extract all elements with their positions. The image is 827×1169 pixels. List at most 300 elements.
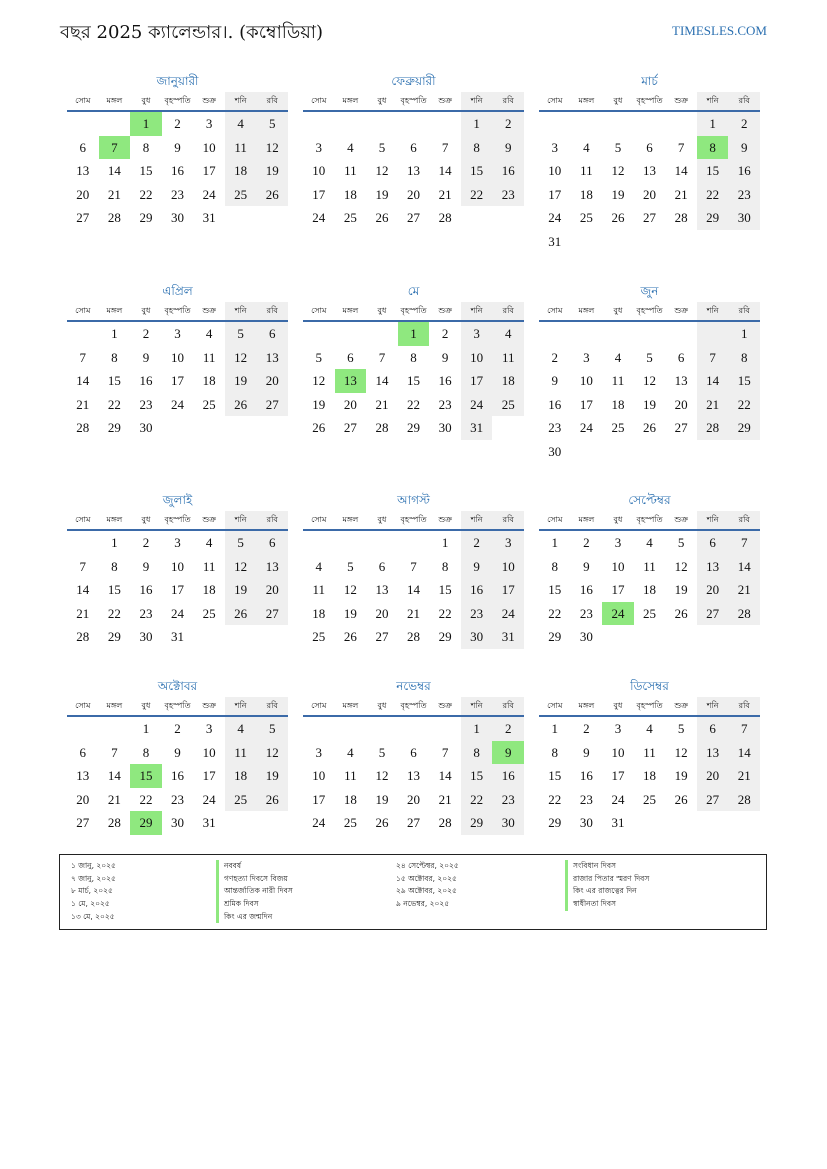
weekday-header (539, 92, 760, 112)
day-cell: 29 (697, 206, 729, 230)
day-cell: 5 (378, 744, 386, 760)
day-cell: 22 (407, 396, 421, 412)
day-cell: 14 (76, 582, 90, 597)
weekday-label: মঙ্গল (106, 515, 123, 524)
week-row (303, 531, 524, 555)
day-cell: 16 (728, 159, 760, 183)
empty-cell (303, 112, 335, 136)
day-cell: 25 (312, 629, 326, 644)
day-cell: 9 (728, 136, 760, 160)
empty-cell (634, 625, 666, 649)
day-cell: 22 (461, 788, 493, 812)
weekday-label: রবি (492, 302, 524, 320)
day-cell: 12 (225, 346, 257, 370)
day-cell: 26 (674, 791, 688, 807)
day-cell: 7 (441, 744, 449, 760)
day-cell: 11 (492, 346, 524, 370)
weekday-label: বৃহস্পতি (636, 515, 663, 524)
week-row (303, 741, 524, 765)
week-row (539, 811, 760, 835)
day-cell: 22 (548, 791, 562, 807)
holiday-date: ১ মে, ২০২৫ (71, 899, 110, 909)
day-cell: 29 (548, 815, 562, 830)
empty-cell (571, 112, 603, 136)
day-cell: 24 (202, 791, 216, 807)
week-row (67, 578, 288, 602)
week-row (67, 369, 288, 393)
day-cell: 17 (202, 163, 216, 178)
weekday-label: রবি (728, 697, 760, 715)
weekday-label: শনি (461, 697, 493, 715)
weekday-header (539, 511, 760, 531)
holiday-name: সংবিধান দিবস (565, 860, 649, 873)
weekday-header (303, 302, 524, 322)
weekday-label: শনি (697, 92, 729, 110)
day-cell: 31 (461, 416, 493, 440)
empty-cell (67, 531, 99, 555)
day-cell: 26 (256, 788, 288, 812)
weekday-label: শনি (697, 511, 729, 529)
day-cell: 12 (256, 136, 288, 160)
day-cell: 29 (461, 811, 493, 835)
week-row (67, 764, 288, 788)
day-cell: 8 (142, 744, 150, 760)
day-cell: 27 (407, 815, 421, 830)
day-cell: 25 (492, 393, 524, 417)
day-cell: 29 (438, 629, 452, 644)
weekday-label: বুধ (141, 306, 151, 315)
weekday-label: সোম (311, 701, 327, 710)
weekday-label: সোম (547, 96, 563, 105)
empty-cell (571, 230, 603, 254)
day-cell: 7 (697, 346, 729, 370)
day-cell: 30 (139, 629, 153, 644)
day-cell: 6 (410, 744, 417, 760)
day-cell: 29 (107, 420, 121, 435)
day-cell: 12 (225, 555, 257, 579)
day-cell: 7 (728, 717, 760, 741)
day-cell: 12 (643, 373, 657, 388)
empty-cell (335, 322, 367, 346)
day-cell: 24 (548, 210, 562, 225)
day-cell: 9 (174, 744, 181, 760)
day-cell: 14 (728, 555, 760, 579)
day-cell: 18 (225, 159, 257, 183)
day-cell: 10 (312, 163, 326, 178)
week-row (539, 764, 760, 788)
empty-cell (398, 717, 430, 741)
holiday-date: ১ জানু, ২০২৫ (71, 861, 116, 870)
day-cell: 13 (407, 768, 421, 783)
day-cell: 10 (171, 349, 185, 365)
empty-cell (665, 322, 697, 346)
day-cell: 7 (378, 349, 386, 365)
day-cell: 14 (728, 741, 760, 765)
day-cell: 3 (492, 531, 524, 555)
day-cell: 28 (76, 629, 90, 644)
holiday-day-cell: 13 (335, 369, 367, 393)
weekday-label: বৃহস্পতি (400, 515, 427, 524)
empty-cell (539, 322, 571, 346)
empty-cell (99, 717, 131, 741)
day-cell: 20 (76, 791, 90, 807)
day-cell: 30 (579, 815, 593, 830)
day-cell: 11 (344, 768, 357, 783)
day-cell: 16 (548, 396, 562, 412)
holiday-date-column (71, 860, 116, 923)
day-cell: 30 (171, 815, 185, 830)
month-name: সেপ্টেম্বর (628, 493, 671, 507)
day-cell: 22 (548, 605, 562, 621)
week-row (67, 346, 288, 370)
day-cell: 19 (312, 396, 326, 412)
day-cell: 19 (674, 768, 688, 783)
week-row (303, 416, 524, 440)
site-link[interactable]: TIMESLES.COM (672, 23, 767, 38)
day-cell: 10 (492, 555, 524, 579)
day-cell: 27 (76, 210, 90, 225)
day-cell: 10 (171, 558, 185, 574)
holiday-name: রাজার পিতার স্মরণ দিবস (565, 873, 649, 886)
weekday-label: শুক্র (202, 306, 216, 315)
day-cell: 17 (202, 768, 216, 783)
holiday-date-column (396, 860, 459, 911)
day-cell: 16 (171, 768, 185, 783)
day-cell: 31 (611, 815, 625, 830)
day-cell: 20 (256, 578, 288, 602)
day-cell: 19 (256, 764, 288, 788)
holiday-name: আন্তর্জাতিক নারী দিবস (216, 885, 293, 898)
day-cell: 19 (375, 186, 389, 202)
day-cell: 21 (697, 393, 729, 417)
weekday-label: বৃহস্পতি (400, 96, 427, 105)
day-cell: 9 (441, 349, 449, 365)
day-cell: 20 (76, 186, 90, 202)
weekday-label: বুধ (377, 96, 387, 105)
day-cell: 1 (728, 322, 760, 346)
empty-cell (429, 717, 461, 741)
day-cell: 6 (378, 558, 386, 574)
day-cell: 6 (256, 531, 288, 555)
day-cell: 28 (674, 210, 688, 225)
day-cell: 18 (643, 768, 657, 783)
weekday-label: রবি (256, 302, 288, 320)
day-cell: 7 (79, 558, 87, 574)
day-cell: 18 (202, 582, 216, 597)
day-cell: 2 (728, 112, 760, 136)
weekday-label: মঙ্গল (578, 515, 595, 524)
day-cell: 19 (611, 186, 625, 202)
empty-cell (571, 322, 603, 346)
day-cell: 14 (674, 163, 688, 178)
weekday-label: বুধ (141, 701, 151, 710)
day-cell: 14 (107, 163, 121, 178)
day-cell: 28 (107, 210, 121, 225)
holiday-date: ২৪ সেপ্টেম্বর, ২০২৫ (396, 861, 459, 870)
day-cell: 27 (256, 602, 288, 626)
empty-cell (256, 416, 288, 440)
weekday-header (303, 511, 524, 531)
day-cell: 13 (375, 582, 389, 597)
day-cell: 18 (611, 396, 625, 412)
day-cell: 26 (225, 393, 257, 417)
day-cell: 13 (256, 346, 288, 370)
week-row (539, 112, 760, 136)
week-row (539, 159, 760, 183)
day-cell: 11 (643, 744, 656, 760)
weekday-label: রবি (492, 511, 524, 529)
day-cell: 1 (551, 721, 559, 736)
day-cell: 27 (256, 393, 288, 417)
week-row (67, 625, 288, 649)
day-cell: 30 (492, 811, 524, 835)
day-cell: 26 (375, 210, 389, 225)
day-cell: 17 (611, 768, 625, 783)
day-cell: 9 (142, 349, 150, 365)
weekday-label: রবি (728, 511, 760, 529)
day-cell: 26 (343, 629, 357, 644)
weekday-header (67, 697, 288, 717)
day-cell: 27 (697, 602, 729, 626)
day-cell: 27 (697, 788, 729, 812)
empty-cell (335, 112, 367, 136)
empty-cell (728, 440, 760, 464)
weekday-label: শুক্র (674, 701, 688, 710)
day-cell: 6 (79, 139, 87, 155)
empty-cell (193, 416, 225, 440)
empty-cell (539, 112, 571, 136)
day-cell: 1 (142, 721, 150, 736)
day-cell: 12 (674, 744, 688, 760)
weekday-label: রবি (492, 697, 524, 715)
day-cell: 25 (611, 420, 625, 435)
weekday-label: শনি (225, 92, 257, 110)
weekday-label: মঙ্গল (578, 306, 595, 315)
day-cell: 3 (205, 116, 213, 131)
day-cell: 6 (79, 744, 87, 760)
day-cell: 5 (225, 322, 257, 346)
day-cell: 23 (548, 420, 562, 435)
day-cell: 15 (107, 373, 121, 388)
day-cell: 20 (643, 186, 657, 202)
day-cell: 19 (375, 791, 389, 807)
holiday-name: কিং এর রাজত্বের দিন (565, 885, 649, 898)
empty-cell (634, 112, 666, 136)
week-row (67, 602, 288, 626)
weekday-label: বৃহস্পতি (636, 306, 663, 315)
day-cell: 4 (646, 721, 653, 736)
day-cell: 7 (677, 139, 685, 155)
empty-cell (335, 717, 367, 741)
week-row (539, 416, 760, 440)
month-name: মে (407, 284, 420, 298)
month-calendar (539, 280, 760, 463)
day-cell: 20 (674, 396, 688, 412)
day-cell: 11 (202, 558, 216, 574)
week-row (539, 578, 760, 602)
day-cell: 27 (343, 420, 357, 435)
empty-cell (225, 416, 257, 440)
month-name: অক্টোবর (157, 679, 198, 693)
day-cell: 21 (107, 186, 121, 202)
day-cell: 19 (674, 582, 688, 597)
week-row (539, 531, 760, 555)
day-cell: 6 (256, 322, 288, 346)
weekday-label: শনি (225, 697, 257, 715)
month-calendar (303, 280, 524, 440)
day-cell: 30 (139, 420, 153, 435)
day-cell: 15 (139, 163, 153, 178)
weekday-label: শুক্র (438, 96, 452, 105)
day-cell: 6 (347, 349, 354, 365)
weekday-label: শুক্র (674, 515, 688, 524)
week-row (539, 206, 760, 230)
week-row (303, 136, 524, 160)
empty-cell (602, 440, 634, 464)
holiday-date: ১৫ অক্টোবর, ২০২৫ (396, 873, 457, 883)
day-cell: 9 (142, 558, 150, 574)
empty-cell (634, 440, 666, 464)
day-cell: 26 (312, 420, 326, 435)
day-cell: 5 (256, 717, 288, 741)
day-cell: 29 (107, 629, 121, 644)
day-cell: 4 (347, 139, 354, 155)
month-calendar (67, 489, 288, 649)
day-cell: 22 (728, 393, 760, 417)
empty-cell (225, 206, 257, 230)
week-row (539, 183, 760, 207)
weekday-label: বৃহস্পতি (636, 96, 663, 105)
day-cell: 27 (76, 815, 90, 830)
weekday-label: মঙ্গল (578, 701, 595, 710)
empty-cell (602, 112, 634, 136)
empty-cell (492, 416, 524, 440)
week-row (303, 811, 524, 835)
day-cell: 6 (697, 531, 729, 555)
day-cell: 15 (461, 764, 493, 788)
day-cell: 10 (548, 163, 562, 178)
day-cell: 2 (551, 349, 559, 365)
day-cell: 13 (76, 768, 90, 783)
day-cell: 10 (461, 346, 493, 370)
day-cell: 11 (202, 349, 216, 365)
day-cell: 11 (312, 582, 326, 597)
week-row (539, 440, 760, 464)
weekday-label: রবি (728, 302, 760, 320)
day-cell: 18 (492, 369, 524, 393)
day-cell: 22 (107, 605, 121, 621)
holiday-name-column (565, 860, 649, 911)
week-row (303, 322, 524, 346)
day-cell: 17 (312, 791, 326, 807)
week-row (303, 555, 524, 579)
day-cell: 13 (407, 163, 421, 178)
weekday-label: বৃহস্পতি (636, 701, 663, 710)
day-cell: 21 (728, 578, 760, 602)
day-cell: 20 (697, 764, 729, 788)
weekday-label: বৃহস্পতি (400, 701, 427, 710)
week-row (67, 112, 288, 136)
day-cell: 17 (312, 186, 326, 202)
day-cell: 13 (643, 163, 657, 178)
day-cell: 12 (312, 373, 326, 388)
weekday-label: সোম (75, 515, 91, 524)
day-cell: 8 (461, 741, 493, 765)
day-cell: 8 (410, 349, 417, 365)
weekday-label: সোম (75, 701, 91, 710)
day-cell: 1 (111, 535, 118, 550)
day-cell: 13 (674, 373, 688, 388)
empty-cell (67, 322, 99, 346)
week-row (67, 159, 288, 183)
day-cell: 27 (407, 210, 421, 225)
day-cell: 25 (343, 210, 357, 225)
weekday-label: বুধ (377, 515, 387, 524)
weekday-label: সোম (311, 515, 327, 524)
empty-cell (697, 625, 729, 649)
weekday-label: রবি (256, 511, 288, 529)
day-cell: 4 (347, 744, 354, 760)
weekday-label: সোম (547, 701, 563, 710)
day-cell: 4 (205, 326, 213, 341)
day-cell: 3 (174, 326, 181, 341)
week-row (539, 393, 760, 417)
day-cell: 31 (171, 629, 185, 644)
empty-cell (665, 625, 697, 649)
month-calendar (303, 675, 524, 835)
weekday-label: বৃহস্পতি (164, 96, 191, 105)
weekday-label: রবি (256, 697, 288, 715)
empty-cell (303, 322, 335, 346)
empty-cell (429, 112, 461, 136)
empty-cell (303, 717, 335, 741)
week-row (303, 578, 524, 602)
day-cell: 24 (461, 393, 493, 417)
day-cell: 3 (461, 322, 493, 346)
day-cell: 14 (438, 163, 452, 178)
day-cell: 3 (583, 349, 590, 365)
weekday-label: শুক্র (674, 306, 688, 315)
day-cell: 28 (375, 420, 389, 435)
day-cell: 16 (492, 159, 524, 183)
day-cell: 17 (611, 582, 625, 597)
day-cell: 15 (438, 582, 452, 597)
day-cell: 28 (107, 815, 121, 830)
week-row (67, 322, 288, 346)
day-cell: 11 (225, 136, 257, 160)
week-row (539, 602, 760, 626)
day-cell: 4 (315, 558, 323, 574)
weekday-label: শনি (461, 92, 493, 110)
week-row (539, 230, 760, 254)
day-cell: 7 (410, 558, 417, 574)
month-calendar (303, 489, 524, 649)
empty-cell (366, 717, 398, 741)
month-name: নভেম্বর (396, 679, 431, 693)
day-cell: 10 (202, 139, 216, 155)
month-name: জুন (640, 284, 659, 298)
weekday-label: সোম (547, 306, 563, 315)
month-calendar (67, 280, 288, 440)
day-cell: 14 (375, 373, 389, 388)
day-cell: 10 (312, 768, 326, 783)
day-cell: 18 (579, 186, 593, 202)
day-cell: 14 (107, 768, 121, 783)
day-cell: 30 (171, 210, 185, 225)
day-cell: 2 (461, 531, 493, 555)
day-cell: 6 (697, 717, 729, 741)
day-cell: 19 (343, 605, 357, 621)
